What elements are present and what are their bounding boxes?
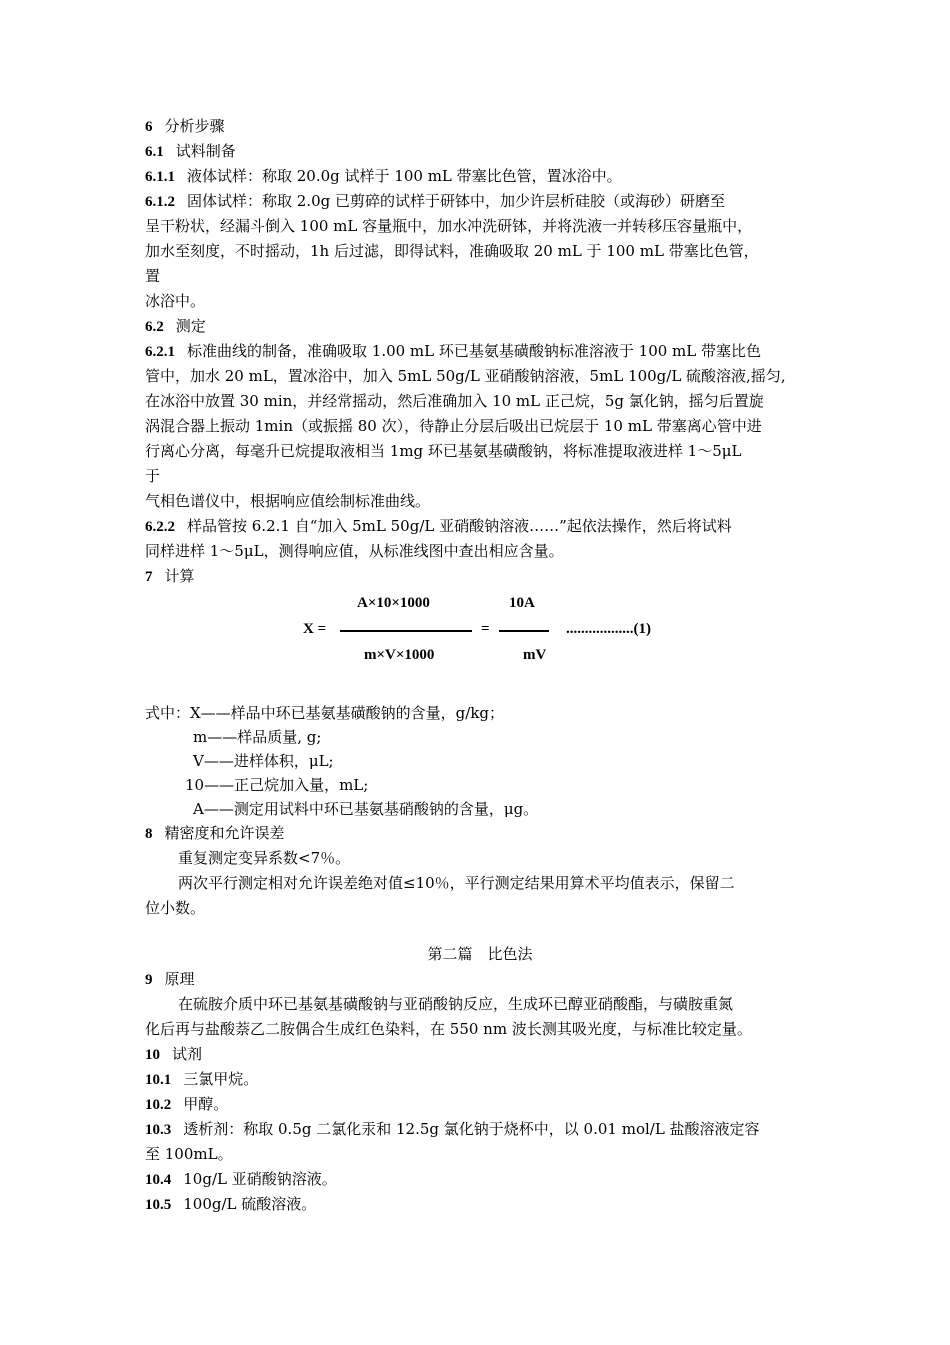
section-number: 10.1 — [145, 1072, 172, 1088]
formula-definitions — [145, 701, 815, 821]
paragraph-line: 涡混合器上振动 1min（或振摇 80 次），待静止分层后吸出已烷层于 10 mL 带塞离心管中进 — [145, 417, 762, 435]
paragraph-line: 于 — [145, 467, 161, 485]
section-title: 试料制备 — [175, 142, 236, 160]
paragraph-line: 同样进样 1～5μL，测得响应值，从标准线图中查出相应含量。 — [145, 542, 564, 560]
section-number: 10.2 — [145, 1097, 172, 1113]
paragraph-line: 行离心分离，每毫升已烷提取液相当 1mg 环已基氨基磺酸钠，将标准提取液进样 1～5μL — [145, 442, 742, 460]
section-6-1-2-line-1 — [145, 189, 815, 214]
paragraph-line: 冰浴中。 — [145, 292, 206, 310]
definition-a: A——测定用试料中环已基氨基硝酸钠的含量，μg。 — [193, 800, 539, 818]
section-6-1-1 — [145, 164, 815, 189]
formula-numerator-1: A×10×1000 — [357, 595, 430, 611]
formula-equals: = — [481, 621, 490, 637]
section-number: 10 — [145, 1047, 160, 1063]
formula-numerator-2: 10A — [509, 595, 535, 611]
definition-v: V——进样体积，μL; — [193, 752, 334, 770]
section-number: 6.2.2 — [145, 519, 175, 535]
section-title: 原理 — [164, 970, 195, 988]
paragraph-text: 三氯甲烷。 — [183, 1070, 259, 1088]
section-title: 分析步骤 — [164, 117, 225, 135]
paragraph-text: 液体试样：称取 20.0g 试样于 100 mL 带塞比色管，置冰浴中。 — [187, 167, 622, 185]
paragraph-line: 管中，加水 20 mL，置冰浴中，加入 5mL 50g/L 亚硝酸钠溶液，5mL 100g/L 硫酸溶液,摇匀, — [145, 367, 786, 385]
definition-x: 式中：X——样品中环已基氨基磺酸钠的含量，g/kg； — [145, 704, 505, 722]
section-6-2-heading — [145, 314, 815, 339]
section-10-3-line-1 — [145, 1117, 815, 1142]
paragraph-line: 化后再与盐酸萘乙二胺偶合生成红色染料，在 550 nm 波长测其吸光度，与标准比较定量。 — [145, 1020, 752, 1038]
paragraph-text: 10g/L 亚硝酸钠溶液。 — [183, 1170, 337, 1188]
paragraph-text: 样品管按 6.2.1 自“加入 5mL 50g/L 亚硝酸钠溶液……”起依法操作，然后将试料 — [187, 517, 732, 535]
section-number: 6.2 — [145, 319, 164, 335]
section-number: 7 — [145, 569, 153, 585]
section-6-heading — [145, 114, 815, 139]
part-2-title: 第二篇 比色法 — [427, 945, 533, 963]
section-number: 6.1 — [145, 144, 164, 160]
paragraph-line: 重复测定变异系数<7％。 — [178, 849, 351, 867]
section-number: 6.2.1 — [145, 344, 175, 360]
paragraph-line: 位小数。 — [145, 899, 206, 917]
formula-tag: ..................(1) — [566, 621, 651, 637]
section-10-5 — [145, 1192, 815, 1217]
paragraph-line: 气相色谱仪中，根据响应值绘制标准曲线。 — [145, 492, 431, 510]
fraction-bar-1 — [340, 630, 472, 632]
section-number: 10.5 — [145, 1197, 172, 1213]
paragraph-line: 在冰浴中放置 30 min，并经常摇动，然后准确加入 10 mL 正己烷，5g 氯化钠，摇匀后置旋 — [145, 392, 764, 410]
document-page — [145, 114, 815, 1217]
paragraph-line: 呈干粉状，经漏斗倒入 100 mL 容量瓶中，加水冲洗研钵，并将洗液一并转移压容量瓶中， — [145, 217, 753, 235]
blank-line — [145, 921, 815, 942]
paragraph-line: 置 — [145, 267, 161, 285]
section-number: 9 — [145, 972, 153, 988]
section-title: 计算 — [164, 567, 195, 585]
definition-10: 10——正己烷加入量，mL; — [185, 776, 369, 794]
section-number: 10.4 — [145, 1172, 172, 1188]
paragraph-line: 加水至刻度，不时摇动，1h 后过滤，即得试料，准确吸取 20 mL 于 100 mL 带塞比色管， — [145, 242, 759, 260]
calculation-formula — [145, 593, 815, 681]
section-6-1-heading — [145, 139, 815, 164]
section-9-heading — [145, 967, 815, 992]
section-10-2 — [145, 1092, 815, 1117]
section-number: 10.3 — [145, 1122, 172, 1138]
fraction-bar-2 — [499, 630, 549, 632]
definition-m: m——样品质量, g; — [193, 728, 322, 746]
paragraph-line: 至 100mL。 — [145, 1145, 233, 1163]
formula-lhs: X = — [303, 621, 327, 637]
paragraph-text: 固体试样：称取 2.0g 已剪碎的试样于研钵中，加少许层析硅胶（或海砂）研磨至 — [187, 192, 725, 210]
paragraph-text: 甲醇。 — [183, 1095, 229, 1113]
section-6-2-1-line-1 — [145, 339, 815, 364]
paragraph-text: 透析剂：称取 0.5g 二氯化汞和 12.5g 氯化钠于烧杯中，以 0.01 mol/L 盐酸溶液定容 — [183, 1120, 760, 1138]
section-number: 6 — [145, 119, 153, 135]
section-8-heading — [145, 821, 815, 846]
section-title: 精密度和允许误差 — [164, 824, 285, 842]
section-number: 6.1.2 — [145, 194, 175, 210]
paragraph-line: 在硫胺介质中环已基氨基磺酸钠与亚硝酸钠反应，生成环已醇亚硝酸酯，与磺胺重氮 — [178, 995, 734, 1013]
section-number: 6.1.1 — [145, 169, 175, 185]
section-10-4 — [145, 1167, 815, 1192]
formula-denominator-1: m×V×1000 — [364, 647, 435, 663]
section-10-heading — [145, 1042, 815, 1067]
section-7-heading — [145, 564, 815, 589]
section-number: 8 — [145, 826, 153, 842]
section-10-1 — [145, 1067, 815, 1092]
section-title: 试剂 — [172, 1045, 203, 1063]
section-6-2-2-line-1 — [145, 514, 815, 539]
paragraph-line: 两次平行测定相对允许误差绝对值≤10％，平行测定结果用算术平均值表示，保留二 — [178, 874, 735, 892]
paragraph-text: 标准曲线的制备，准确吸取 1.00 mL 环已基氨基磺酸钠标准溶液于 100 mL 带塞比色 — [187, 342, 762, 360]
section-title: 测定 — [175, 317, 206, 335]
formula-denominator-2: mV — [523, 647, 547, 663]
paragraph-text: 100g/L 硫酸溶液。 — [183, 1195, 317, 1213]
